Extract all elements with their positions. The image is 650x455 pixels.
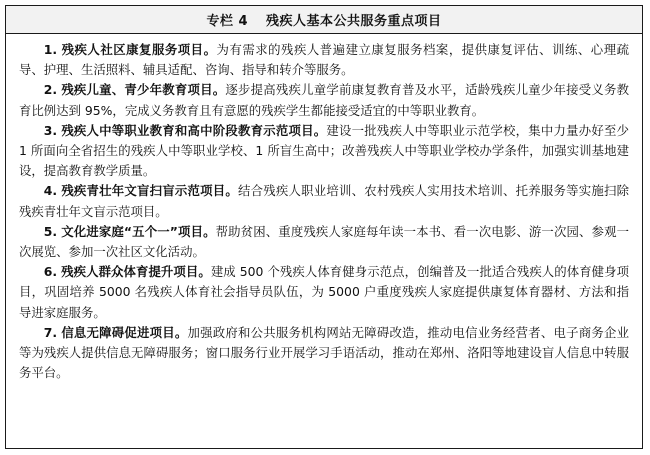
item-text: 建成 500 个残疾人体育健身示范点，创编普及一批适合残疾人的体育健身项目，巩固培养 5000 名残疾人体育社会指导员队伍，为 5000 户重度残疾人家庭提供康复体育器材、方法和指导进家庭服务。: [19, 264, 630, 320]
panel-title: 残疾人基本公共服务重点项目: [266, 14, 442, 29]
item-text: 为有需求的残疾人普遍建立康复服务档案，提供康复评估、训练、心理疏导、护理、生活照料、辅具适配、咨询、指导和转介等服务。: [19, 42, 630, 78]
item-title: 残疾人社区康复服务项目。: [61, 42, 217, 57]
panel-body: [6, 34, 642, 383]
item-title: 残疾人群众体育提升项目。: [61, 264, 211, 280]
item-number: 2.: [43, 82, 58, 98]
column-number: 专栏 4: [206, 14, 249, 29]
item-text: 加强政府和公共服务机构网站无障碍改造，推动电信业务经营者、电子商务企业等为残疾人提供信息无障碍服务；窗口服务行业开展学习手语活动，推动在郑州、洛阳等地建设盲人信息中转服务平台。: [19, 324, 629, 381]
item-text: 建设一批残疾人中等职业示范学校，集中力量办好至少 1 所面向全省招生的残疾人中等职业学校、1 所盲生高中；改善残疾人中等职业学校办学条件，加强实训基地建设，提高教育教学质量。: [19, 122, 629, 179]
focus-box-panel: [5, 5, 643, 449]
project-item-2: [19, 80, 629, 120]
project-item-4: [19, 181, 629, 221]
project-item-6: [19, 262, 629, 323]
project-item-7: [19, 323, 629, 384]
item-text: 帮助贫困、重度残疾人家庭每年读一本书、看一次电影、游一次园、参观一次展览、参加一次社区文化活动。: [19, 223, 629, 260]
item-number: 6.: [43, 264, 58, 280]
project-item-1: [19, 40, 629, 80]
item-number: 7.: [43, 324, 58, 340]
item-title: 文化进家庭“五个一”项目。: [61, 223, 216, 239]
project-item-3: [19, 121, 629, 182]
project-item-5: [19, 222, 629, 262]
item-number: 3.: [43, 122, 58, 138]
panel-header: [6, 6, 642, 34]
item-title: 信息无障碍促进项目。: [61, 324, 188, 340]
item-number: 5.: [43, 223, 58, 239]
item-number: 1.: [43, 42, 58, 57]
item-title: 残疾儿童、青少年教育项目。: [61, 82, 226, 98]
item-text: 结合残疾人职业培训、农村残疾人实用技术培训、托养服务等实施扫除残疾青壮年文盲示范项目。: [19, 183, 629, 219]
item-text: 逐步提高残疾儿童学前康复教育普及水平，适龄残疾儿童少年接受义务教育比例达到 95%，完成义务教育且有意愿的残疾学生都能接受适宜的中等职业教育。: [19, 82, 629, 118]
item-title: 残疾人中等职业教育和高中阶段教育示范项目。: [61, 122, 327, 138]
item-title: 残疾青壮年文盲扫盲示范项目。: [61, 183, 238, 199]
item-number: 4.: [43, 183, 58, 199]
